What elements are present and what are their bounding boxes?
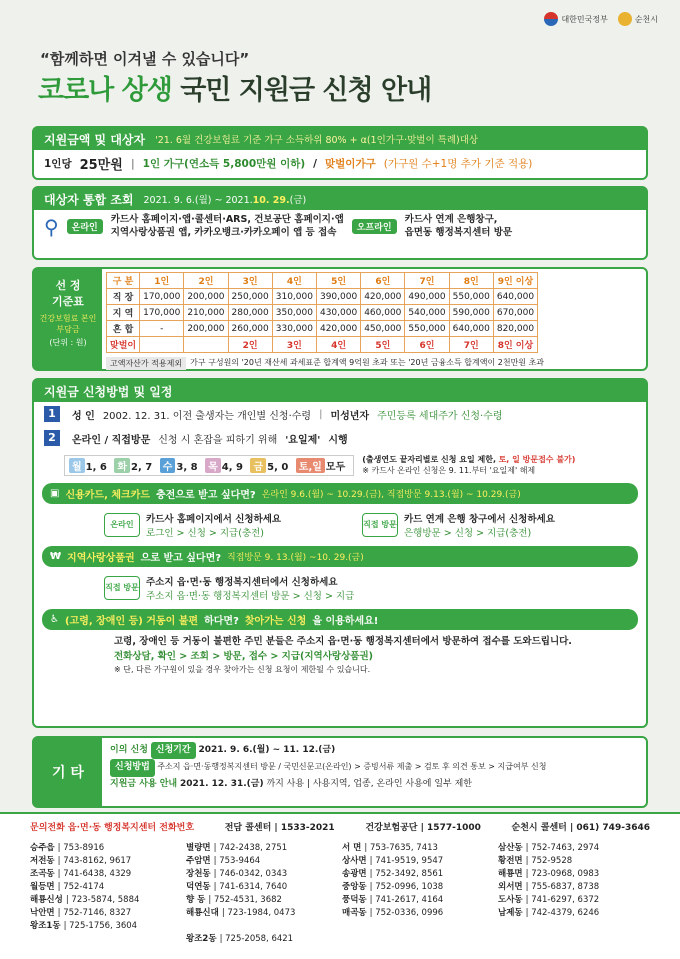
weekday-label: 목 — [205, 458, 221, 473]
office-name: 별량면 — [186, 843, 211, 853]
table-cell: 640,000 — [493, 289, 537, 305]
office-name: 향 동 — [186, 895, 206, 905]
weekday-digits: 5, 0 — [267, 461, 292, 473]
table-cell: 혼 합 — [107, 321, 140, 337]
office-entry — [30, 932, 182, 944]
table-header-cell: 5인 — [316, 273, 360, 289]
days-row — [34, 450, 646, 480]
visit-icon: 직접 방문 — [362, 513, 398, 537]
criteria-side3: 건강보험료 본인부담금 — [39, 314, 97, 334]
table-header-cell: 2인 — [184, 273, 228, 289]
card-methods — [34, 507, 646, 543]
office-phone: | 723-5874, 5884 — [65, 895, 140, 905]
table-header-cell: 9인 이상 — [493, 273, 537, 289]
card-period: 온라인 9.6.(월) ~ 10.29.(금), 직접방문 9.13.(월) ~ 10.29.(금) — [261, 490, 521, 501]
table-cell — [184, 337, 228, 353]
visit-head4: 을 이용하세요! — [312, 616, 379, 628]
visit-t3: ※ 단, 다른 가구원이 있을 경우 찾아가는 신청 요청이 제한될 수 있습니다. — [114, 664, 371, 674]
office-entry — [342, 919, 494, 931]
weekday-label: 화 — [114, 458, 130, 473]
office-entry — [186, 854, 338, 866]
office-entry — [498, 867, 650, 879]
weekday-label: 토,일 — [296, 458, 325, 473]
table-header-cell: 6인 — [361, 273, 405, 289]
table-cell: 820,000 — [493, 321, 537, 337]
table-cell: 3인 — [272, 337, 316, 353]
table-cell: 200,000 — [184, 289, 228, 305]
visit-head2: 하다면? — [204, 616, 239, 628]
section-amount-title: 지원금액 및 대상자 — [44, 132, 146, 147]
etc-side: 기 타 — [34, 738, 102, 806]
office-entry — [186, 932, 338, 944]
table-cell: 640,000 — [449, 321, 493, 337]
slogan: “함께하면 이겨낼 수 있습니다” — [40, 50, 250, 68]
table-cell: 210,000 — [184, 305, 228, 321]
office-name: 남제동 — [498, 908, 523, 918]
visit-head: (고령, 장애인 등) 거동이 불편 — [64, 616, 199, 628]
weekday-label: 금 — [250, 458, 266, 473]
office-phone: | 741-2617, 4164 — [369, 895, 444, 905]
office-name: 저전동 — [30, 856, 55, 866]
section-lookup-header — [34, 188, 646, 210]
table-cell: 590,000 — [449, 305, 493, 321]
office-phone: | 723-0968, 0983 — [525, 869, 600, 879]
weekday-label: 월 — [69, 458, 85, 473]
city-logo — [618, 12, 658, 26]
table-cell: 280,000 — [228, 305, 272, 321]
online-text2: 지역사랑상품권 앱, 카카오뱅크·카카오페이 앱 등 접속 — [110, 226, 337, 238]
section-lookup-title: 대상자 통합 조회 — [44, 192, 134, 207]
office-name: 왕조2동 — [186, 934, 217, 944]
header-logos — [544, 12, 658, 26]
office-name: 해룡신대 — [186, 908, 219, 918]
office-name: 황전면 — [498, 856, 523, 866]
minor-label: 미성년자 — [330, 410, 370, 422]
office-phone: | 741-6314, 7640 — [213, 882, 288, 892]
local-t2: 주소지 읍·면·동 행정복지센터 방문 > 신청 > 지급 — [146, 591, 355, 603]
office-phone: | 725-1756, 3604 — [63, 921, 138, 931]
office-name: 서 면 — [342, 843, 362, 853]
office-phone: | 742-2438, 2751 — [213, 843, 288, 853]
table-cell: 260,000 — [228, 321, 272, 337]
office-name: 승주읍 — [30, 843, 55, 853]
office-name: 삼산동 — [498, 843, 523, 853]
section-lookup — [32, 186, 648, 260]
table-cell: 직 장 — [107, 289, 140, 305]
table-cell: 550,000 — [405, 321, 449, 337]
office-entry — [186, 867, 338, 879]
title-part2: 국민 지원금 신청 안내 — [180, 75, 432, 106]
criteria-table — [106, 272, 538, 353]
objection-period: 2021. 9. 6.(월) ~ 11. 12.(금) — [198, 745, 336, 755]
local-method — [34, 570, 646, 606]
period-end: 10. 29. — [252, 195, 290, 206]
suncheon-icon — [618, 12, 632, 26]
table-header-cell: 1인 — [140, 273, 184, 289]
eligibility-text: '21. 6월 건강보험료 기준 가구 소득하위 80% + α(1인가구·맞벌이 특례)대상 — [155, 135, 479, 146]
hotline: 전담 콜센터 | 1533-2021 — [224, 823, 335, 833]
offline-text1: 카드사 연계 은행창구, — [404, 214, 498, 225]
office-phone: | 752-7146, 8327 — [57, 908, 132, 918]
office-name: 왕조1동 — [30, 921, 61, 931]
section-criteria — [32, 267, 648, 371]
contact-header — [0, 814, 680, 839]
weekday-digits: 모두 — [325, 461, 346, 473]
weekday-schedule — [64, 455, 354, 476]
table-body — [107, 289, 538, 353]
exclusion-note — [106, 357, 544, 370]
office-entry — [342, 867, 494, 879]
office-phone: | 752-7463, 2974 — [525, 843, 600, 853]
city-name: 순천시 — [634, 14, 658, 24]
office-name: 외서면 — [498, 882, 523, 892]
section-etc — [32, 736, 648, 808]
office-entry — [342, 841, 494, 853]
visit-head3: 찾아가는 신청 — [244, 616, 307, 628]
double-income: 맞벌이가구 — [325, 158, 376, 170]
title-part1: 코로나 상생 — [38, 75, 172, 106]
objection-period-tag: 신청기간 — [151, 742, 196, 759]
office-name: 도사동 — [498, 895, 523, 905]
minor-text: 주민등록 세대주가 신청·수령 — [377, 410, 503, 422]
yoil-label: '요일제' — [285, 434, 321, 446]
table-cell: 170,000 — [140, 305, 184, 321]
office-entry — [342, 880, 494, 892]
table-header-row — [107, 273, 538, 289]
exclusion-text: 가구 구성원의 '20년 재산세 과세표준 합계액 9억원 초과 또는 '20년 금융소득 합계액이 2천만원 초과 — [190, 358, 545, 367]
use-label: 지원금 사용 안내 — [110, 778, 178, 789]
office-entry — [30, 867, 182, 879]
table-cell: 6인 — [405, 337, 449, 353]
offline-tag: 오프라인 — [352, 219, 397, 234]
search-magnifier-icon: ⚲ — [44, 214, 59, 239]
office-entry — [30, 893, 182, 905]
office-entry — [30, 919, 182, 931]
use-date: 2021. 12. 31.(금) — [180, 778, 264, 789]
office-phone: | 753-7635, 7413 — [364, 843, 438, 853]
office-phone: | 742-4379, 6246 — [525, 908, 600, 918]
office-phone: | 741-6297, 6372 — [525, 895, 600, 905]
card-visit-t2: 은행방문 > 신청 > 지급(충전) — [404, 528, 532, 540]
objection-method-tag: 신청방법 — [110, 759, 155, 776]
office-phone: | 753-9464 — [213, 856, 261, 866]
visit-t1: 고령, 장애인 등 거동이 불편한 주민 분들은 주소지 읍·면·동 행정복지센터에서 방문하여 접수를 도와드립니다. — [114, 636, 572, 648]
table-cell: 420,000 — [361, 289, 405, 305]
adult-row: 1 성 인 2002. 12. 31. 이전 출생자는 개인별 신청·수령 | 미성년자 주민등록 세대주가 신청·수령 — [34, 402, 646, 426]
office-phone: | 752-3492, 8561 — [369, 869, 444, 879]
table-row — [107, 289, 538, 305]
office-entry — [342, 854, 494, 866]
yoil-note1: (출생연도 끝자리별로 신청 요일 제한, — [362, 455, 497, 464]
office-entry — [498, 893, 650, 905]
yoil-note1b: 토, 일 방문접수 불가) — [498, 455, 576, 464]
table-cell: 5인 — [361, 337, 405, 353]
taegeuk-icon — [544, 12, 558, 26]
card-head: 신용카드, 체크카드 — [65, 490, 151, 502]
gov-name: 대한민국정부 — [561, 14, 608, 24]
step2-badge: 2 — [44, 430, 60, 446]
office-phone: | 741-9519, 9547 — [369, 856, 444, 866]
table-cell: 460,000 — [361, 305, 405, 321]
office-phone: | 741-6438, 4329 — [57, 869, 132, 879]
table-cell: 490,000 — [405, 289, 449, 305]
lookup-row — [34, 210, 646, 244]
office-entry — [186, 919, 338, 931]
weekday-digits: 1, 6 — [85, 461, 111, 473]
weekday-digits: 4, 9 — [221, 461, 247, 473]
online-label: 온라인 / 직접방문 — [72, 434, 151, 446]
yoil-note2: ※ 카드사 온라인 신청은 9. 11.부터 '요일제' 해제 — [362, 466, 536, 476]
cash-icon: ₩ — [50, 551, 62, 563]
office-entry — [30, 880, 182, 892]
office-entry — [186, 906, 338, 918]
contact-label: 문의전화 읍·면·동 행정복지센터 전화번호 — [30, 823, 195, 833]
office-phone: | 723-1984, 0473 — [221, 908, 296, 918]
table-cell: 2인 — [228, 337, 272, 353]
weekday-digits: 2, 7 — [131, 461, 156, 473]
adult-label: 성 인 — [72, 410, 95, 422]
period-start: 2021. 9. 6.(월) ~ 2021. — [143, 195, 253, 206]
local-visit-icon: 직접 방문 — [104, 576, 140, 600]
double-income-note: (가구원 수+1명 추가 기준 적용) — [383, 158, 533, 170]
table-header-cell: 8인 — [449, 273, 493, 289]
section-amount — [32, 126, 648, 180]
online-tag: 온라인 — [67, 219, 103, 234]
table-cell: 450,000 — [361, 321, 405, 337]
table-cell: 170,000 — [140, 289, 184, 305]
card-subhead — [42, 483, 638, 504]
table-cell: 4인 — [316, 337, 360, 353]
office-entry — [30, 841, 182, 853]
table-cell: 390,000 — [316, 289, 360, 305]
contact-footer — [0, 812, 680, 959]
exclusion-tag: 고액자산가 적용제외 — [106, 357, 186, 370]
table-cell: 지 역 — [107, 305, 140, 321]
table-cell: 8인 이상 — [493, 337, 537, 353]
office-entry — [498, 880, 650, 892]
table-cell: 250,000 — [228, 289, 272, 305]
office-name: 송광면 — [342, 869, 367, 879]
office-entry — [30, 906, 182, 918]
amount-value: 25만원 — [79, 158, 123, 173]
gov-logo — [544, 12, 607, 26]
table-cell: - — [140, 321, 184, 337]
local-head: 지역사랑상품권 — [67, 553, 135, 565]
office-entry — [30, 854, 182, 866]
card-online-t1: 카드사 홈페이지에서 신청하세요 — [146, 514, 282, 526]
criteria-side — [34, 269, 102, 369]
office-name: 상사면 — [342, 856, 367, 866]
wheelchair-icon: ♿ — [50, 614, 59, 626]
card-online-t2: 로그인 > 신청 > 지급(충전) — [146, 528, 265, 540]
office-name: 주암면 — [186, 856, 211, 866]
objection-method: 주소지 읍·면·동행정복지센터 방문 / 국민신문고(온라인) > 증빙서류 제출 > 검토 후 의견 통보 > 지급여부 신청 — [157, 762, 547, 772]
office-phone: | 725-2058, 6421 — [219, 934, 294, 944]
office-phone: | 752-9528 — [525, 856, 573, 866]
local-head2: 으로 받고 싶다면? — [140, 553, 222, 565]
office-entry — [498, 854, 650, 866]
office-name: 풍덕동 — [342, 895, 367, 905]
amount-row: 1인당 25만원 | 1인 가구(연소득 5,800만원 이하) / 맞벌이가구 (가구원 수+1명 추가 기준 적용) — [34, 150, 646, 177]
criteria-side1: 선 정 — [55, 279, 81, 292]
office-entry — [498, 906, 650, 918]
table-cell: 200,000 — [184, 321, 228, 337]
table-cell: 420,000 — [316, 321, 360, 337]
visit-t2: 전화상담, 확인 > 조회 > 방문, 접수 > 지급(지역사랑상품권) — [114, 650, 373, 662]
table-cell — [140, 337, 184, 353]
table-cell: 310,000 — [272, 289, 316, 305]
section-apply-title: 지원금 신청방법 및 일정 — [44, 384, 173, 399]
office-name: 월등면 — [30, 882, 55, 892]
office-phone: | 755-6837, 8738 — [525, 882, 600, 892]
office-entry — [186, 841, 338, 853]
office-name: 매곡동 — [342, 908, 367, 918]
office-phone: | 743-8162, 9617 — [57, 856, 132, 866]
table-header-cell: 3인 — [228, 273, 272, 289]
office-phone: | 752-0336, 0996 — [369, 908, 444, 918]
office-name: 중앙동 — [342, 882, 367, 892]
office-phone: | 753-8916 — [57, 843, 105, 853]
office-entry — [498, 841, 650, 853]
section-apply-header — [34, 380, 646, 402]
office-entry — [498, 919, 650, 931]
offline-text2: 읍면동 행정복지센터 방문 — [404, 226, 513, 238]
office-name: 해룡면 — [498, 869, 523, 879]
city-phone: 순천시 콜센터 | 061) 749-3646 — [511, 823, 650, 833]
online-icon: 온라인 — [104, 513, 140, 537]
online-text: 신청 시 혼잡을 피하기 위해 — [158, 434, 278, 446]
office-phone: | 746-0342, 0343 — [213, 869, 288, 879]
use-text: 까지 사용 | 사용지역, 업종, 온라인 사용에 일부 제한 — [266, 778, 472, 789]
table-cell: 430,000 — [316, 305, 360, 321]
office-name: 장천동 — [186, 869, 211, 879]
adult-text: 2002. 12. 31. 이전 출생자는 개인별 신청·수령 — [102, 410, 312, 422]
office-name: 낙안면 — [30, 908, 55, 918]
card-icon: ▣ — [50, 488, 60, 500]
table-cell: 540,000 — [405, 305, 449, 321]
office-name: 해룡신성 — [30, 895, 63, 905]
local-t1: 주소지 읍·면·동 행정복지센터에서 신청하세요 — [146, 577, 338, 589]
table-row — [107, 337, 538, 353]
visit-subhead — [42, 609, 638, 630]
online-text1: 카드사 홈페이지·앱·콜센터·ARS, 건보공단 홈페이지·앱 — [110, 214, 344, 225]
office-name: 조곡동 — [30, 869, 55, 879]
criteria-unit: (단위 : 원) — [49, 338, 87, 347]
weekday-label: 수 — [160, 458, 176, 473]
section-amount-header — [34, 128, 646, 150]
office-phone: | 752-0996, 1038 — [369, 882, 444, 892]
office-phone: | 752-4174 — [57, 882, 105, 892]
objection-label: 이의 신청 — [110, 745, 148, 755]
card-visit-t1: 카드 연계 은행 창구에서 신청하세요 — [404, 514, 555, 526]
table-header-cell: 4인 — [272, 273, 316, 289]
visit-details — [34, 633, 646, 676]
table-cell: 350,000 — [272, 305, 316, 321]
table-row — [107, 321, 538, 337]
period-end-day: (금) — [289, 195, 307, 206]
section-apply — [32, 378, 648, 728]
office-phone: | 752-4531, 3682 — [208, 895, 282, 905]
weekday-digits: 3, 8 — [176, 461, 202, 473]
table-cell: 550,000 — [449, 289, 493, 305]
table-header-cell: 구 분 — [107, 273, 140, 289]
table-cell: 7인 — [449, 337, 493, 353]
step1-badge: 1 — [44, 406, 60, 422]
table-header-cell: 7인 — [405, 273, 449, 289]
table-cell: 330,000 — [272, 321, 316, 337]
office-name: 덕연동 — [186, 882, 211, 892]
yoil-end: 시행 — [328, 434, 348, 446]
office-entry — [342, 893, 494, 905]
page-title — [38, 68, 431, 107]
local-subhead — [42, 546, 638, 567]
online-row — [34, 426, 646, 450]
nhis-phone: 건강보험공단 | 1577-1000 — [365, 823, 481, 833]
single-household: 1인 가구(연소득 5,800만원 이하) — [142, 158, 306, 170]
table-cell: 맞벌이 — [107, 337, 140, 353]
table-cell: 670,000 — [493, 305, 537, 321]
office-phone-grid — [0, 839, 680, 946]
table-row — [107, 305, 538, 321]
local-period: 직접방문 9. 13.(월) ~10. 29.(금) — [227, 553, 364, 564]
amount-label: 1인당 — [44, 158, 72, 170]
office-entry — [186, 893, 338, 905]
criteria-side2: 기준표 — [52, 295, 84, 308]
office-entry — [342, 906, 494, 918]
card-head2: 충전으로 받고 싶다면? — [156, 490, 256, 502]
office-entry — [186, 880, 338, 892]
